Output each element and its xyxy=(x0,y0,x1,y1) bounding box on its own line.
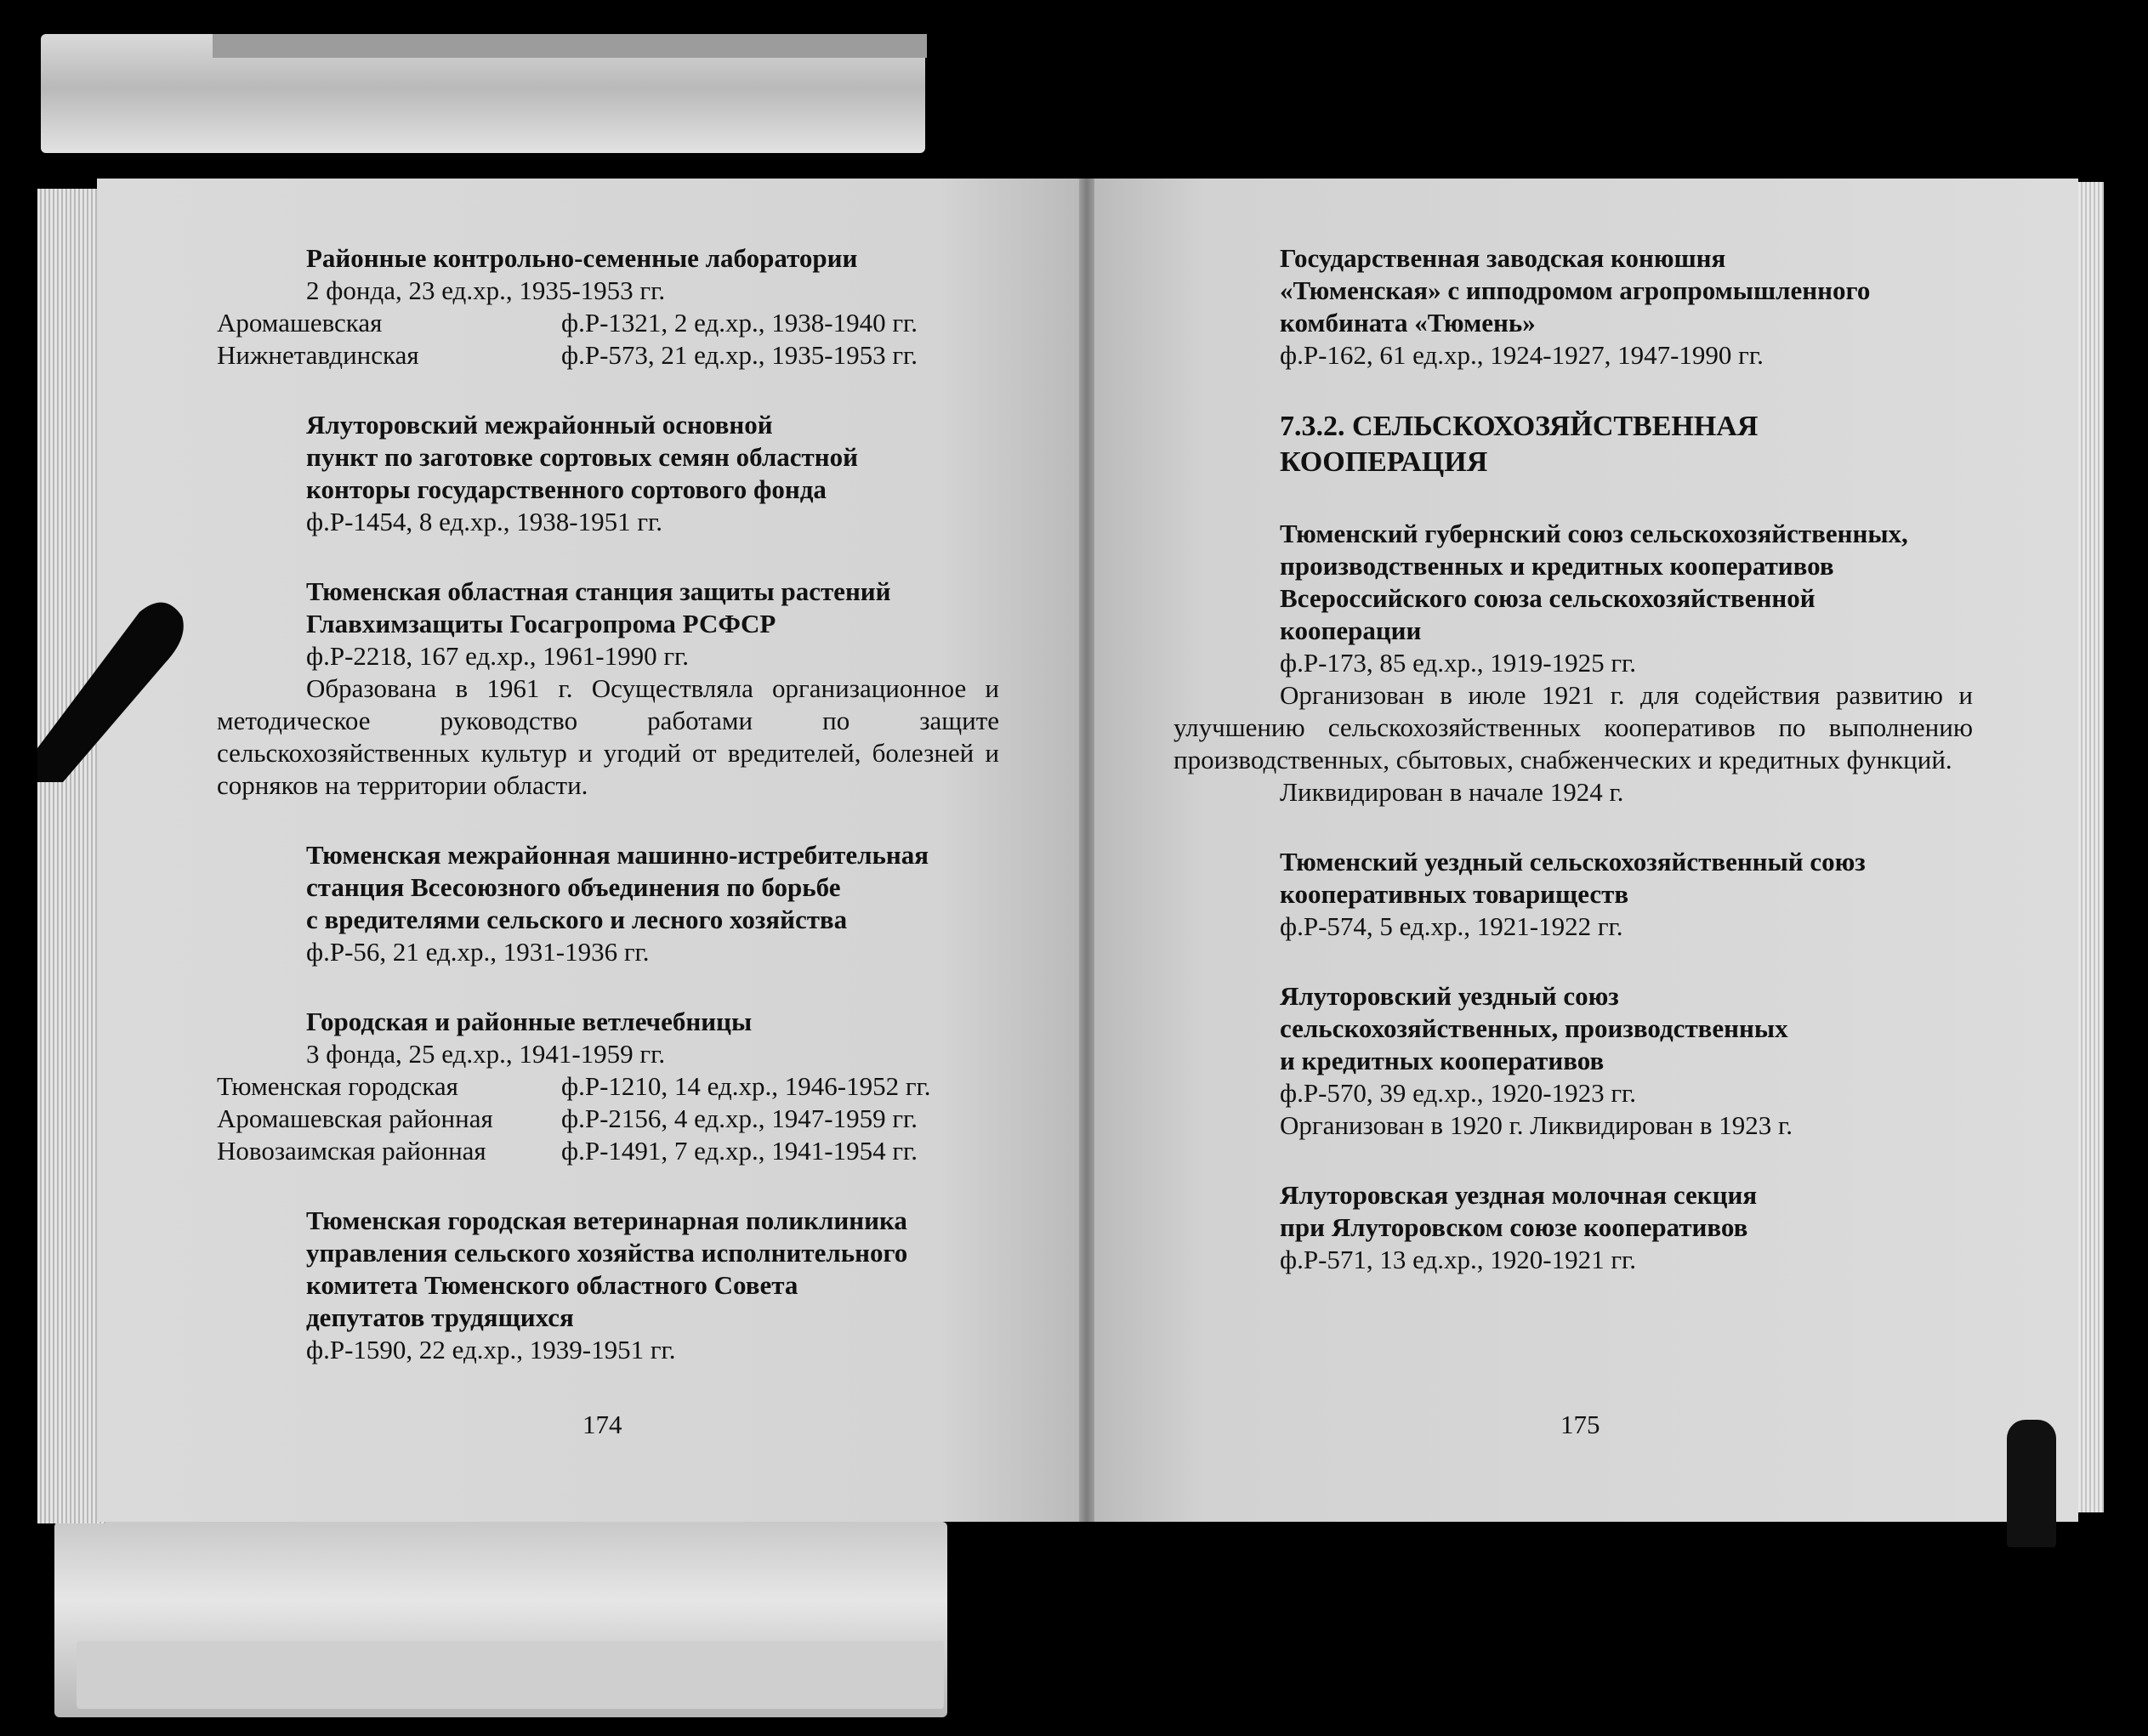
entry-fond-info: 2 фонда, 23 ед.хр., 1935-1953 гг. xyxy=(306,275,666,305)
right-page-text xyxy=(1173,242,1973,1313)
entry xyxy=(1173,518,1973,808)
entry-title: Государственная заводская конюшня «Тюменская» с ипподромом агропромышленного комбината «Тюмень» xyxy=(1280,243,1871,338)
sub-entry xyxy=(217,1103,999,1135)
entry-fond-info: ф.Р-1454, 8 ед.хр., 1938-1951 гг. xyxy=(306,507,663,536)
entry xyxy=(217,1006,999,1167)
entry-fond-info: 3 фонда, 25 ед.хр., 1941-1959 гг. xyxy=(306,1039,666,1069)
entry-title: Тюменская городская ветеринарная поликлиника управления сельского хозяйства исполнительного комитета Тюменского областного Совета депутатов трудящихся xyxy=(306,1206,908,1332)
entry-title: Тюменская межрайонная машинно-истребительная станция Всесоюзного объединения по борьбе с вредителями сельского и лесного хозяйства xyxy=(306,840,929,934)
sub-entry-name: Аромашевская xyxy=(217,308,383,338)
entry-fond-info: ф.Р-162, 61 ед.хр., 1924-1927, 1947-1990 гг. xyxy=(1280,340,1764,370)
entry xyxy=(1173,846,1973,943)
sub-entry xyxy=(217,1070,999,1103)
sub-entry-ref: ф.Р-1321, 2 ед.хр., 1938-1940 гг. xyxy=(561,308,918,338)
entry xyxy=(1173,980,1973,1142)
entry-title: Ялуторовская уездная молочная секция при Ялуторовском союзе кооперативов xyxy=(1280,1180,1758,1242)
entry-description: Организован в июле 1921 г. для содействия развитию и улучшению сельскохозяйственных кооперативов по выполнению производственных, сбытовых, снабженческих и кредитных функций. xyxy=(1173,680,1973,774)
entry-fond-info: ф.Р-570, 39 ед.хр., 1920-1923 гг. xyxy=(1280,1078,1637,1108)
entry-title: Ялуторовский уездный союз сельскохозяйственных, производственных и кредитных кооперативов xyxy=(1280,981,1788,1075)
entry-title: Городская и районные ветлечебницы xyxy=(306,1007,753,1036)
entry-title: Ялуторовский межрайонный основной пункт по заготовке сортовых семян областной конторы государственного сортового фонда xyxy=(306,410,858,504)
sub-entry-name: Новозаимская районная xyxy=(217,1136,486,1166)
entry xyxy=(217,839,999,968)
book-gutter xyxy=(1079,179,1094,1522)
page-number-left: 174 xyxy=(582,1410,622,1439)
entry xyxy=(217,242,999,372)
entry-fond-info: ф.Р-2218, 167 ед.хр., 1961-1990 гг. xyxy=(306,641,690,671)
sub-entry-ref: ф.Р-573, 21 ед.хр., 1935-1953 гг. xyxy=(561,340,918,370)
sub-entry-name: Нижнетавдинская xyxy=(217,340,419,370)
entry-title: Районные контрольно-семенные лаборатории xyxy=(306,243,858,273)
section-heading: 7.3.2. СЕЛЬСКОХОЗЯЙСТВЕННАЯ КООПЕРАЦИЯ xyxy=(1280,411,1759,478)
sub-entry xyxy=(217,339,999,372)
foam-packing-top-edge xyxy=(213,34,927,58)
entry-title: Тюменский уездный сельскохозяйственный союз кооперативных товариществ xyxy=(1280,847,1866,909)
entry xyxy=(1173,242,1973,372)
entry-description: Образована в 1961 г. Осуществляла организационное и методическое руководство работами по защите сельскохозяйственных культур и угодий от вредителей, болезней и сорняков на территории области. xyxy=(217,673,999,800)
entry-note: Ликвидирован в начале 1924 г. xyxy=(1280,777,1624,807)
sub-entry-name: Тюменская городская xyxy=(217,1071,458,1101)
entry xyxy=(1173,1179,1973,1276)
sub-entry xyxy=(217,1135,999,1167)
entry xyxy=(217,576,999,802)
entry-title: Тюменская областная станция защиты растений Главхимзащиты Госагропрома РСФСР xyxy=(306,576,891,638)
sub-entry-ref: ф.Р-2156, 4 ед.хр., 1947-1959 гг. xyxy=(561,1103,918,1133)
sub-entry xyxy=(217,307,999,339)
foam-packing-bottom-edge xyxy=(77,1641,944,1709)
page-edges-left xyxy=(37,189,105,1523)
sub-entry-name: Аромашевская районная xyxy=(217,1103,493,1133)
page-number-right: 175 xyxy=(1560,1410,1600,1439)
sub-entry-ref: ф.Р-1491, 7 ед.хр., 1941-1954 гг. xyxy=(561,1136,918,1166)
entry-fond-info: ф.Р-173, 85 ед.хр., 1919-1925 гг. xyxy=(1280,648,1637,678)
entry-fond-info: ф.Р-1590, 22 ед.хр., 1939-1951 гг. xyxy=(306,1335,676,1364)
entry xyxy=(217,1205,999,1366)
entry-fond-info: ф.Р-574, 5 ед.хр., 1921-1922 гг. xyxy=(1280,911,1623,941)
sub-entry-ref: ф.Р-1210, 14 ед.хр., 1946-1952 гг. xyxy=(561,1071,931,1101)
entry xyxy=(217,409,999,538)
entry-title: Тюменский губернский союз сельскохозяйственных, производственных и кредитных кооперативов Всероссийского союза сельскохозяйственной кооперации xyxy=(1280,519,1908,645)
entry-note: Организован в 1920 г. Ликвидирован в 1923 г. xyxy=(1280,1110,1793,1140)
black-tab-marker xyxy=(2007,1420,2056,1547)
black-marker-tape xyxy=(37,595,186,782)
entry-fond-info: ф.Р-571, 13 ед.хр., 1920-1921 гг. xyxy=(1280,1245,1637,1274)
left-page-text xyxy=(217,242,999,1404)
entry-fond-info: ф.Р-56, 21 ед.хр., 1931-1936 гг. xyxy=(306,937,650,967)
